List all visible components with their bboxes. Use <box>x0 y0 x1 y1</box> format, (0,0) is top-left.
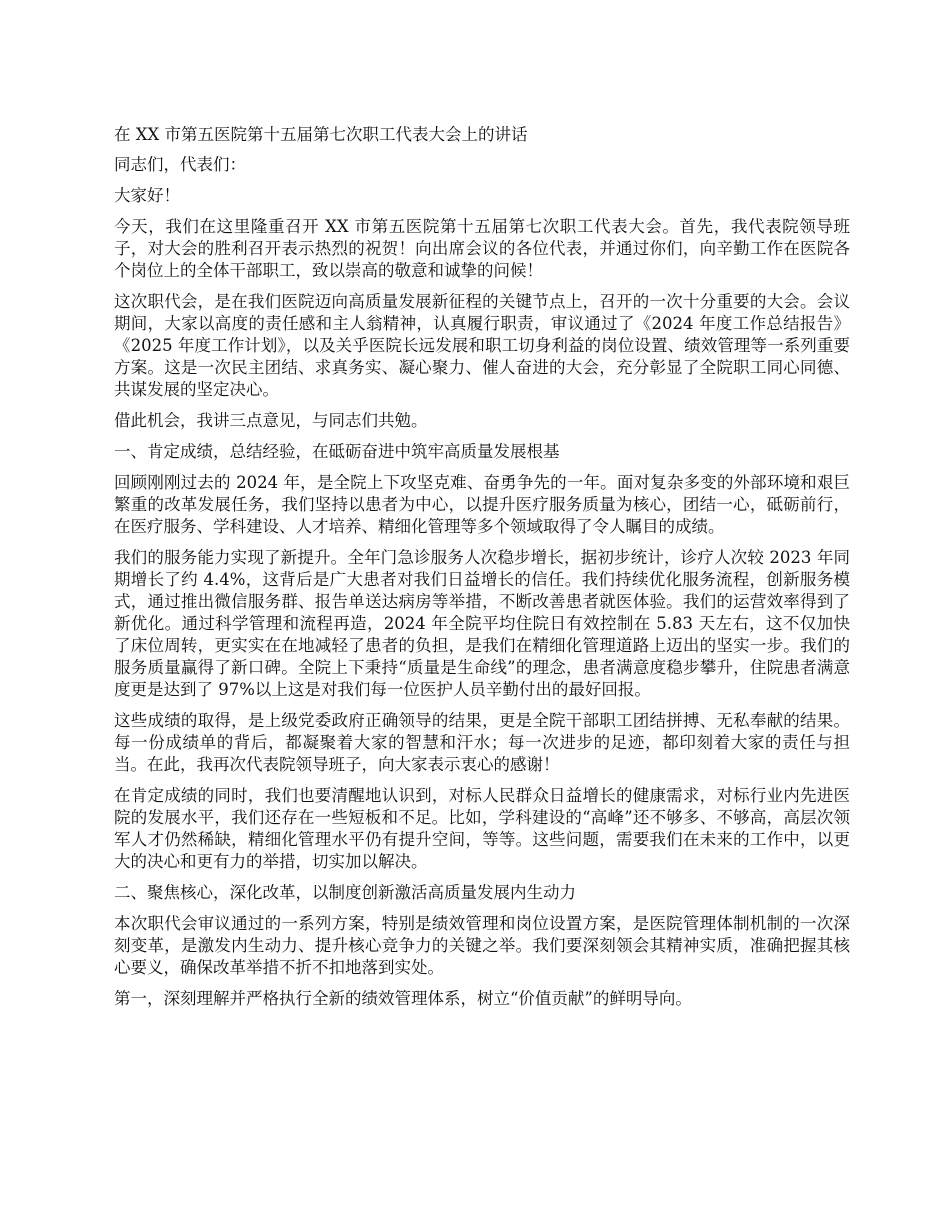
salutation: 同志们，代表们： <box>114 155 246 174</box>
paragraph-reform-plans: 本次职代会审议通过的一系列方案，特别是绩效管理和岗位设置方案，是医院管理体制机制的一次深刻变革，是激发内生动力、提升核心竞争力的关键之举。我们要深刻领会其精神实质，准确把握其核心要义，确保改革举措不折不扣地落到实处。 <box>114 914 850 977</box>
document-title: 在 XX 市第五医院第十五届第七次职工代表大会上的讲话 <box>114 125 528 144</box>
paragraph-shortcomings: 在肯定成绩的同时，我们也要清醒地认识到，对标人民群众日益增长的健康需求，对标行业内先进医院的发展水平，我们还存在一些短板和不足。比如，学科建设的“高峰”还不够多、不够高，高层次领军人才仍然稀缺，精细化管理水平仍有提升空间，等等。这些问题，需要我们在未来的工作中，以更大的决心和更有力的举措，切实加以解决。 <box>114 786 850 871</box>
paragraph-thanks: 这些成绩的取得，是上级党委政府正确领导的结果，更是全院干部职工团结拼搏、无私奉献的结果。每一份成绩单的背后，都凝聚着大家的智慧和汗水；每一次进步的足迹，都印刻着大家的责任与担当。在此，我再次代表院领导班子，向大家表示衷心的感谢！ <box>114 711 850 774</box>
paragraph-achievements: 我们的服务能力实现了新提升。全年门急诊服务人次稳步增长，据初步统计，诊疗人次较 2023 年同期增长了约 4.4%，这背后是广大患者对我们日益增长的信任。我们持续优化服务流程，创新服务模式，通过推出微信服务群、报告单送达病房等举措，不断改善患者就医体验。我们的运营效率得到了新优化。通过科学管理和流程再造，2024 年全院平均住院日有效控制在 5.83 天左右，这不仅加快了床位周转，更实实在在地减轻了患者的负担，是我们在精细化管理道路上迈出的坚实一步。我们的服务质量赢得了新口碑。全院上下秉持“质量是生命线”的理念，患者满意度稳步攀升，住院患者满意度更是达到了 97%以上这是对我们每一位医护人员辛勤付出的最好回报。 <box>114 548 850 699</box>
paragraph-opening: 今天，我们在这里隆重召开 XX 市第五医院第十五届第七次职工代表大会。首先，我代表院领导班子，对大会的胜利召开表示热烈的祝贺！向出席会议的各位代表，并通过你们，向辛勤工作在医院各个岗位上的全体干部职工，致以崇高的敬意和诚挚的问候！ <box>114 217 850 280</box>
section-heading-2: 二、聚焦核心，深化改革，以制度创新激活高质量发展内生动力 <box>114 883 576 902</box>
paragraph-meeting-significance: 这次职代会，是在我们医院迈向高质量发展新征程的关键节点上，召开的一次十分重要的大会。会议期间，大家以高度的责任感和主人翁精神，认真履行职责，审议通过了《2024 年度工作总结报告》《2025 年度工作计划》，以及关乎医院长远发展和职工切身利益的岗位设置、绩效管理等一系列重要方案。这是一次民主团结、求真务实、凝心聚力、催人奋进的大会，充分彰显了全院职工同心同德、共谋发展的坚定决心。 <box>114 292 850 399</box>
paragraph-review-2024: 回顾刚刚过去的 2024 年，是全院上下攻坚克难、奋勇争先的一年。面对复杂多变的外部环境和艰巨繁重的改革发展任务，我们坚持以患者为中心，以提升医疗服务质量为核心，团结一心，砥砺前行，在医疗服务、学科建设、人才培养、精细化管理等多个领域取得了令人瞩目的成绩。 <box>114 473 850 536</box>
greeting: 大家好！ <box>114 186 180 205</box>
document-page <box>114 124 850 1019</box>
section-heading-1: 一、肯定成绩，总结经验，在砥砺奋进中筑牢高质量发展根基 <box>114 442 560 461</box>
paragraph-point-one: 第一，深刻理解并严格执行全新的绩效管理体系，树立“价值贡献”的鲜明导向。 <box>114 989 692 1008</box>
paragraph-three-points: 借此机会，我讲三点意见，与同志们共勉。 <box>114 411 428 430</box>
